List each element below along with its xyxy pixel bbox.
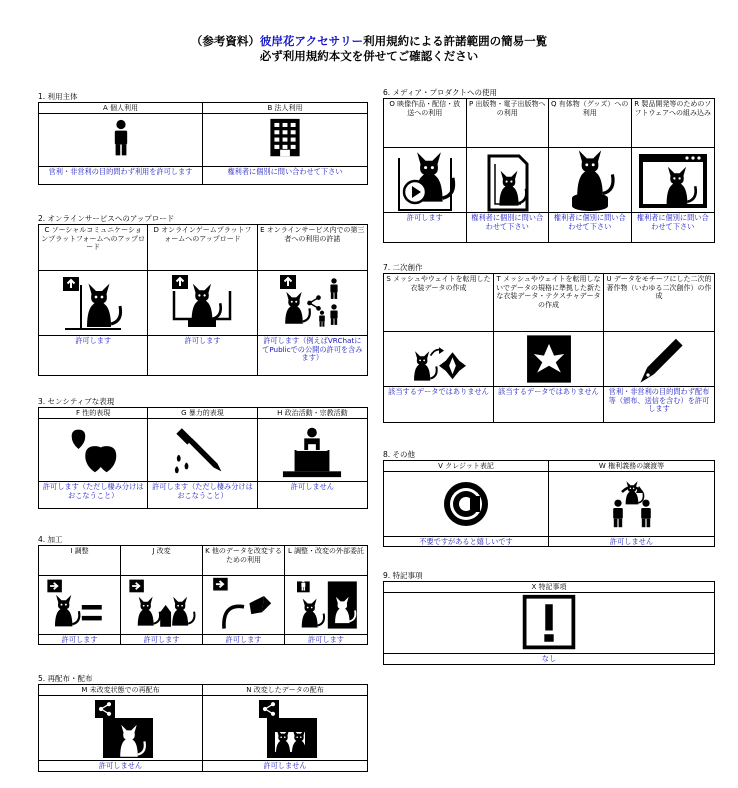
- permission-cell: [494, 274, 604, 422]
- permission-label: C ソーシャルコミュニケーションプラットフォームへのアップロード: [39, 225, 147, 271]
- permission-cell: [384, 582, 714, 664]
- permission-table: [38, 224, 368, 376]
- permission-cell: [39, 546, 121, 644]
- permission-cell: [39, 225, 148, 375]
- permission-label: A 個人利用: [39, 103, 202, 114]
- podium-icon: [258, 419, 367, 481]
- software-icon: [632, 148, 715, 212]
- section-s6: [383, 88, 715, 243]
- texture-icon: [494, 332, 603, 386]
- permission-result: 権利者に個別に問い合わせて下さい: [549, 212, 631, 242]
- permission-cell: [203, 546, 285, 644]
- permission-table: [38, 407, 368, 509]
- permission-table: [38, 102, 368, 185]
- permission-label: O 映像作品・配信・放送への利用: [384, 99, 466, 148]
- section-heading: 7. 二次創作: [383, 263, 423, 272]
- section-heading: 3. センシティブな表現: [38, 397, 115, 406]
- permission-table: [38, 545, 368, 645]
- permission-cell: [632, 99, 715, 242]
- document-icon: [467, 148, 549, 212]
- section-heading: 6. メディア・プロダクトへの使用: [383, 88, 497, 97]
- permission-label: I 調整: [39, 546, 120, 576]
- permission-label: T メッシュやウェイトを転用しないでデータの規格に準拠した新たな衣装データ・テクスチャデータの作成: [494, 274, 603, 332]
- permission-result: 許可します（例えばVRChatにてPublicでの公開の許可を含みます）: [258, 335, 367, 375]
- pen-nib-icon: [604, 332, 714, 386]
- permission-cell: [39, 103, 203, 184]
- permission-cell: [39, 408, 148, 508]
- upload-screen-icon: [148, 271, 256, 335]
- permission-cell: [39, 685, 203, 771]
- permission-label: W 権利義務の譲渡等: [549, 461, 714, 472]
- permission-cell: [203, 685, 367, 771]
- permission-result: 該当するデータではありません: [494, 386, 603, 422]
- permission-label: F 性的表現: [39, 408, 147, 419]
- permission-cell: [604, 274, 714, 422]
- permission-label: H 政治活動・宗教活動: [258, 408, 367, 419]
- section-s8: [383, 450, 715, 547]
- permission-result: 許可します: [121, 634, 202, 644]
- permission-cell: [549, 99, 632, 242]
- permission-result: 不要ですがあると嬉しいです: [384, 536, 548, 546]
- section-s3: [38, 397, 368, 509]
- section-heading: 5. 再配布・配布: [38, 674, 93, 683]
- video-icon: [384, 148, 466, 212]
- permission-cell: [384, 99, 467, 242]
- section-s9: [383, 571, 715, 665]
- permission-result: 許可します: [39, 335, 147, 375]
- permission-result: 許可しません: [549, 536, 714, 546]
- permission-cell: [148, 225, 257, 375]
- permission-label: G 暴力的表現: [148, 408, 256, 419]
- permission-cell: [384, 274, 494, 422]
- permission-label: B 法人利用: [203, 103, 367, 114]
- section-heading: 1. 利用主体: [38, 92, 78, 101]
- permission-cell: [258, 408, 367, 508]
- permission-label: M 未改変状態での再配布: [39, 685, 202, 696]
- permission-result: 権利者に個別に問い合わせて下さい: [632, 212, 715, 242]
- permission-result: 許可しません: [258, 481, 367, 508]
- knife-icon: [148, 419, 256, 481]
- modified-distribute-icon: [203, 696, 367, 760]
- section-s7: [383, 263, 715, 423]
- permission-table: [383, 98, 715, 243]
- permission-table: [383, 273, 715, 423]
- section-s1: [38, 92, 368, 185]
- building-icon: [203, 114, 367, 166]
- permission-label: D オンラインゲームプラットフォームへのアップロード: [148, 225, 256, 271]
- upload-icon: [39, 271, 147, 335]
- permission-result: 許可します: [148, 335, 256, 375]
- permission-cell: [148, 408, 257, 508]
- permission-table: [38, 684, 368, 772]
- figure-icon: [549, 148, 631, 212]
- permission-cell: [549, 461, 714, 546]
- redistribute-icon: [39, 696, 202, 760]
- permission-label: V クレジット表記: [384, 461, 548, 472]
- permission-result: 営利・非営利の目的問わず配布等（頒布、送信を含む）を許可します: [604, 386, 714, 422]
- transfer-icon: [549, 472, 714, 536]
- permission-label: N 改変したデータの配布: [203, 685, 367, 696]
- permission-result: 許可します: [39, 634, 120, 644]
- copyright-icon: [384, 472, 548, 536]
- permission-cell: [467, 99, 550, 242]
- title-rest: 利用規約による許諾範囲の簡易一覧: [363, 34, 548, 48]
- section-heading: 2. オンラインサービスへのアップロード: [38, 214, 175, 223]
- exclamation-icon: [384, 593, 714, 653]
- permission-label: U データをモチーフにした二次的著作物（いわゆる二次創作）の作成: [604, 274, 714, 332]
- permission-label: S メッシュやウェイトを転用した衣装データの作成: [384, 274, 493, 332]
- permission-label: E オンラインサービス内での第三者への利用の許諾: [258, 225, 367, 271]
- permission-result: 許可しません: [203, 760, 367, 771]
- section-heading: 4. 加工: [38, 535, 63, 544]
- section-s4: [38, 535, 368, 645]
- permission-label: X 特記事項: [384, 582, 714, 593]
- permission-cell: [121, 546, 203, 644]
- modify-icon: [121, 576, 202, 634]
- permission-result: 権利者に個別に問い合わせて下さい: [203, 166, 367, 184]
- permission-result: なし: [384, 653, 714, 664]
- permission-result: 許可します: [203, 634, 284, 644]
- share-users-icon: [258, 271, 367, 335]
- permission-cell: [203, 103, 367, 184]
- hearts-icon: [39, 419, 147, 481]
- title-line-2: 必ず利用規約本文を併せてご確認ください: [259, 49, 479, 63]
- permission-table: [383, 581, 715, 665]
- title-line-1: [0, 34, 738, 49]
- permission-cell: [285, 546, 367, 644]
- permission-label: J 改変: [121, 546, 202, 576]
- permission-cell: [258, 225, 367, 375]
- permission-result: 許可します: [285, 634, 367, 644]
- permission-result: 許可しません: [39, 760, 202, 771]
- permission-result: 許可します（ただし棲み分けはおこなうこと）: [39, 481, 147, 508]
- permission-result: 許可します: [384, 212, 466, 242]
- reuse-icon: [203, 576, 284, 634]
- permission-label: Q 有体物（グッズ）への利用: [549, 99, 631, 148]
- adjust-icon: [39, 576, 120, 634]
- permission-result: 該当するデータではありません: [384, 386, 493, 422]
- section-heading: 9. 特記事項: [383, 571, 423, 580]
- costume-icon: [384, 332, 493, 386]
- outsource-icon: [285, 576, 367, 634]
- permission-label: L 調整・改変の外部委託: [285, 546, 367, 576]
- person-icon: [39, 114, 202, 166]
- permission-table: [383, 460, 715, 547]
- section-s5: [38, 674, 368, 772]
- section-s2: [38, 214, 368, 376]
- permission-label: K 他のデータを改変するための利用: [203, 546, 284, 576]
- permission-result: 営利・非営利の目的問わず利用を許可します: [39, 166, 202, 184]
- brand-name: 彼岸花アクセサリー: [259, 34, 364, 48]
- permission-result: 許可します（ただし棲み分けはおこなうこと）: [148, 481, 256, 508]
- section-heading: 8. その他: [383, 450, 416, 459]
- page-title: [0, 34, 738, 64]
- permission-result: 権利者に個別に問い合わせて下さい: [467, 212, 549, 242]
- permission-label: P 出版物・電子出版物への利用: [467, 99, 549, 148]
- permission-cell: [384, 461, 549, 546]
- permission-label: R 製品開発等のためのソフトウェアへの組み込み: [632, 99, 715, 148]
- title-prefix: （参考資料）: [190, 34, 260, 48]
